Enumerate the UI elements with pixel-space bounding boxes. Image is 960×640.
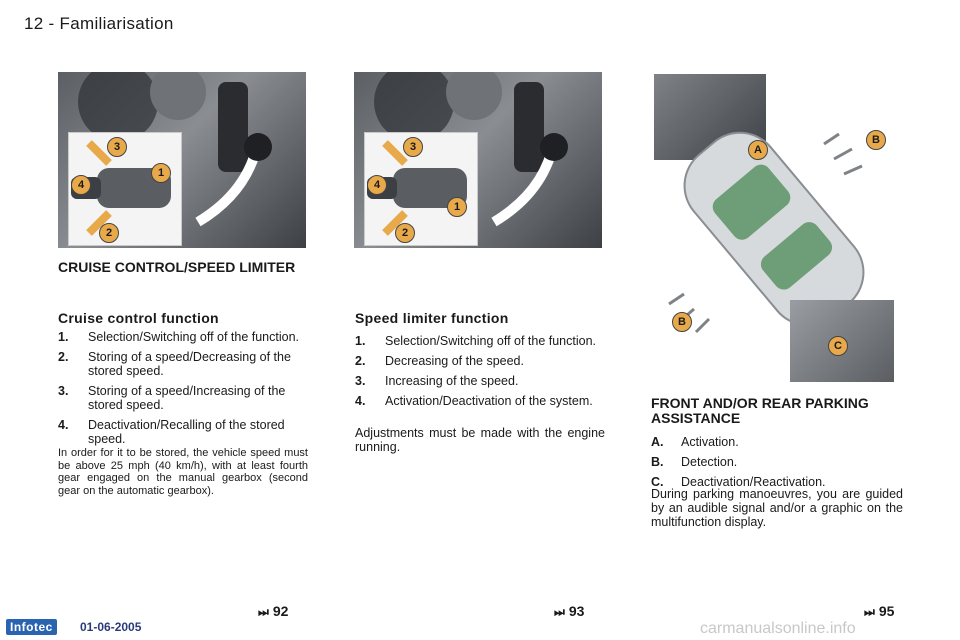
limiter-page-ref[interactable] bbox=[554, 603, 584, 620]
item-text: Activation. bbox=[681, 435, 739, 449]
item-letter: C. bbox=[651, 475, 664, 489]
cruise-section-title: CRUISE CONTROL/SPEED LIMITER bbox=[58, 259, 296, 275]
footer-date: 01-06-2005 bbox=[80, 620, 142, 634]
item-text: Activation/Deactivation of the system. bbox=[385, 394, 593, 408]
speed-limiter-figure bbox=[354, 72, 602, 248]
item-text: Selection/Switching off of the function. bbox=[385, 334, 597, 348]
cruise-page-ref[interactable] bbox=[258, 603, 288, 620]
cruise-subtitle: Cruise control function bbox=[58, 310, 219, 326]
parking-assistance-figure bbox=[654, 74, 894, 382]
item-text: Decreasing of the speed. bbox=[385, 354, 524, 368]
ref-page: 95 bbox=[878, 603, 895, 619]
chapter-title: Familiarisation bbox=[59, 14, 174, 33]
list-item bbox=[58, 418, 308, 446]
callout-2: 2 bbox=[99, 223, 119, 243]
item-text: Detection. bbox=[681, 455, 738, 469]
callout-2: 2 bbox=[395, 223, 415, 243]
cruise-control-figure bbox=[58, 72, 306, 248]
item-text: Storing of a speed/Increasing of the stored speed. bbox=[88, 384, 286, 412]
callout-3: 3 bbox=[403, 137, 423, 157]
limiter-subtitle: Speed limiter function bbox=[355, 310, 509, 326]
item-number: 4. bbox=[355, 394, 366, 408]
item-letter: B. bbox=[651, 455, 664, 469]
list-item bbox=[355, 394, 605, 408]
callout-1: 1 bbox=[447, 197, 467, 217]
skip-forward-icon: ⏭ bbox=[864, 605, 875, 619]
item-text: Increasing of the speed. bbox=[385, 374, 519, 388]
item-number: 1. bbox=[355, 334, 366, 348]
list-item bbox=[651, 435, 901, 449]
cruise-note: In order for it to be stored, the vehicle speed must be above 25 mph (40 km/h), with at least fourth gear engaged on the manual gearbox (second gear on the automatic gearbox). bbox=[58, 447, 308, 497]
infotec-logo: Infotec bbox=[6, 619, 57, 635]
callout-1: 1 bbox=[151, 163, 171, 183]
callout-a: A bbox=[748, 140, 768, 160]
item-number: 4. bbox=[58, 418, 69, 432]
stalk-detail-inset bbox=[68, 132, 182, 246]
header-separator: - bbox=[48, 14, 55, 33]
callout-3: 3 bbox=[107, 137, 127, 157]
page-number: 12 bbox=[24, 14, 44, 33]
parking-item-list bbox=[651, 435, 901, 495]
skip-forward-icon: ⏭ bbox=[258, 605, 269, 619]
parking-section-title: FRONT AND/OR REAR PARKING ASSISTANCE bbox=[651, 395, 869, 426]
item-text: Storing of a speed/Decreasing of the stored speed. bbox=[88, 350, 291, 378]
callout-b-rear: B bbox=[672, 312, 692, 332]
skip-forward-icon: ⏭ bbox=[554, 605, 565, 619]
item-number: 2. bbox=[355, 354, 366, 368]
callout-c: C bbox=[828, 336, 848, 356]
item-text: Deactivation/Recalling of the stored speed. bbox=[88, 418, 285, 446]
list-item bbox=[651, 455, 901, 469]
parking-note: During parking manoeuvres, you are guided by an audible signal and/or a graphic on the multifunction display. bbox=[651, 487, 903, 529]
list-item bbox=[355, 354, 605, 368]
list-item bbox=[58, 384, 308, 412]
page-header bbox=[24, 14, 174, 34]
callout-4: 4 bbox=[367, 175, 387, 195]
item-number: 1. bbox=[58, 330, 69, 344]
list-item bbox=[355, 334, 605, 348]
limiter-note: Adjustments must be made with the engine running. bbox=[355, 426, 605, 454]
list-item bbox=[58, 350, 308, 378]
cruise-item-list bbox=[58, 330, 308, 452]
callout-b-front: B bbox=[866, 130, 886, 150]
item-number: 3. bbox=[355, 374, 366, 388]
item-number: 2. bbox=[58, 350, 69, 364]
item-number: 3. bbox=[58, 384, 69, 398]
list-item bbox=[355, 374, 605, 388]
list-item bbox=[58, 330, 308, 344]
stalk-detail-inset bbox=[364, 132, 478, 246]
ref-page: 93 bbox=[568, 603, 585, 619]
item-text: Deactivation/Reactivation. bbox=[681, 475, 826, 489]
ref-page: 92 bbox=[272, 603, 289, 619]
watermark: carmanualsonline.info bbox=[700, 620, 856, 637]
limiter-item-list bbox=[355, 334, 605, 414]
item-letter: A. bbox=[651, 435, 664, 449]
callout-4: 4 bbox=[71, 175, 91, 195]
parking-page-ref[interactable] bbox=[864, 603, 894, 620]
item-text: Selection/Switching off of the function. bbox=[88, 330, 300, 344]
